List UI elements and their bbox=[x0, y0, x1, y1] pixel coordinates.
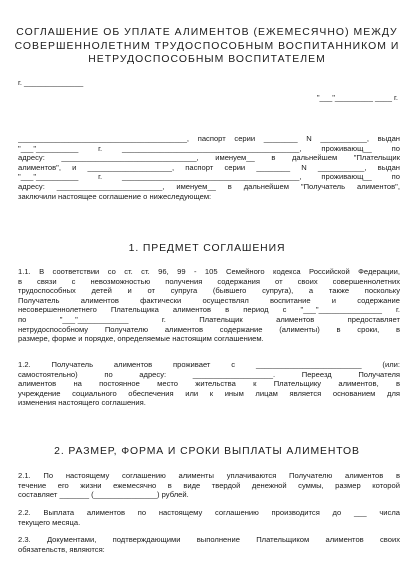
document-title bbox=[10, 26, 404, 67]
section-2-heading: 2. РАЗМЕР, ФОРМА И СРОКИ ВЫПЛАТЫ АЛИМЕНТОВ bbox=[54, 446, 360, 457]
parties-line: адресу: ________________________________, именуем__ в дальнейшем "Плательщик bbox=[18, 153, 400, 163]
p22-line: текущего месяца. bbox=[18, 517, 81, 527]
paragraph-1-2 bbox=[18, 360, 400, 408]
p22-line: 2.2. Выплата алиментов по настоящему соглашению производится до ___ числа bbox=[18, 508, 400, 517]
city-field: г. ______________ bbox=[18, 78, 84, 87]
p11-line: 1.1. В соответствии со ст. ст. 96, 99 - 105 Семейного кодекса Российской Федерации, bbox=[18, 267, 400, 276]
parties-line: адресу: _________________________, именуем__ в дальнейшем "Получатель алиментов", bbox=[18, 181, 400, 191]
p23-line: 2.3. Документами, подтверждающими выполнение Плательщиком алиментов своих bbox=[18, 535, 400, 544]
paragraph-1-1 bbox=[18, 267, 400, 344]
p21-line: 2.1. По настоящему соглашению алименты уплачиваются Получателю алиментов в bbox=[18, 471, 400, 480]
date-field: "___"_________ ____ г. bbox=[316, 93, 398, 102]
parties-line: заключили настоящее соглашение о нижеследующем: bbox=[18, 191, 212, 201]
p12-line: самостоятельно) по адресу: ___________________. Переезд Получателя bbox=[18, 369, 400, 379]
p11-line: размере, форме и порядке, определяемые настоящим соглашением. bbox=[18, 334, 264, 344]
title-line-2: СОВЕРШЕННОЛЕТНИМ ТРУДОСПОСОБНЫМ ВОСПИТАННИКОМ И bbox=[14, 40, 400, 52]
section-1-heading: 1. ПРЕДМЕТ СОГЛАШЕНИЯ bbox=[128, 243, 286, 254]
p12-line: 1.2. Получатель алиментов проживает с _________________________ (или: bbox=[18, 360, 400, 369]
p12-line: учреждение социального обеспечения или к иным лицам является основанием для bbox=[18, 388, 400, 398]
p21-line: течение его жизни ежемесячно в виде твердой денежной суммы, размер которой bbox=[18, 480, 400, 490]
paragraph-2-3 bbox=[18, 535, 400, 554]
p21-line: составляет _______ (_______________) рублей. bbox=[18, 490, 189, 500]
title-line-1: СОГЛАШЕНИЕ ОБ УПЛАТЕ АЛИМЕНТОВ (ЕЖЕМЕСЯЧНО) МЕЖДУ bbox=[16, 27, 398, 38]
title-line-3: НЕТРУДОСПОСОБНЫМ ВОСПИТАТЕЛЕМ bbox=[88, 54, 326, 65]
p12-line: изменения настоящего соглашения. bbox=[18, 398, 146, 408]
p11-line: Получатель алиментов фактически осуществлял воспитание и содержание bbox=[18, 295, 400, 305]
parties-line: алиментов", и ____________________, паспорт серии ________ N ___________, выдан bbox=[18, 162, 400, 172]
paragraph-2-2 bbox=[18, 508, 400, 527]
p11-line: трудоспособных детей и от супруга (бывшего супруга), а также поскольку bbox=[18, 286, 400, 296]
p11-line: по "___"____________ г. Плательщик алиментов предоставляет bbox=[18, 314, 400, 324]
parties-paragraph bbox=[18, 134, 400, 201]
p11-line: нетрудоспособному Получателю алиментов содержание (алименты) в сроки, в bbox=[18, 324, 400, 334]
paragraph-2-1 bbox=[18, 471, 400, 500]
p11-line: несовершеннолетнего Плательщика алиментов в период с "___"_______________ г. bbox=[18, 305, 400, 315]
parties-line: "___"__________ г. __________________________________________, проживающ__ по bbox=[18, 143, 400, 153]
p23-line: обязательств, являются: bbox=[18, 544, 105, 554]
parties-line: "___"__________ г. __________________________________________, проживающ__ по bbox=[18, 172, 400, 182]
p11-line: в связи с невозможностью получения содержания от своих совершеннолетних bbox=[18, 276, 400, 286]
parties-line: ________________________________________, паспорт серии ________ N ___________, выдан bbox=[18, 134, 400, 143]
p12-line: алиментов на постоянное место жительства к Плательщику алиментов, в bbox=[18, 379, 400, 389]
